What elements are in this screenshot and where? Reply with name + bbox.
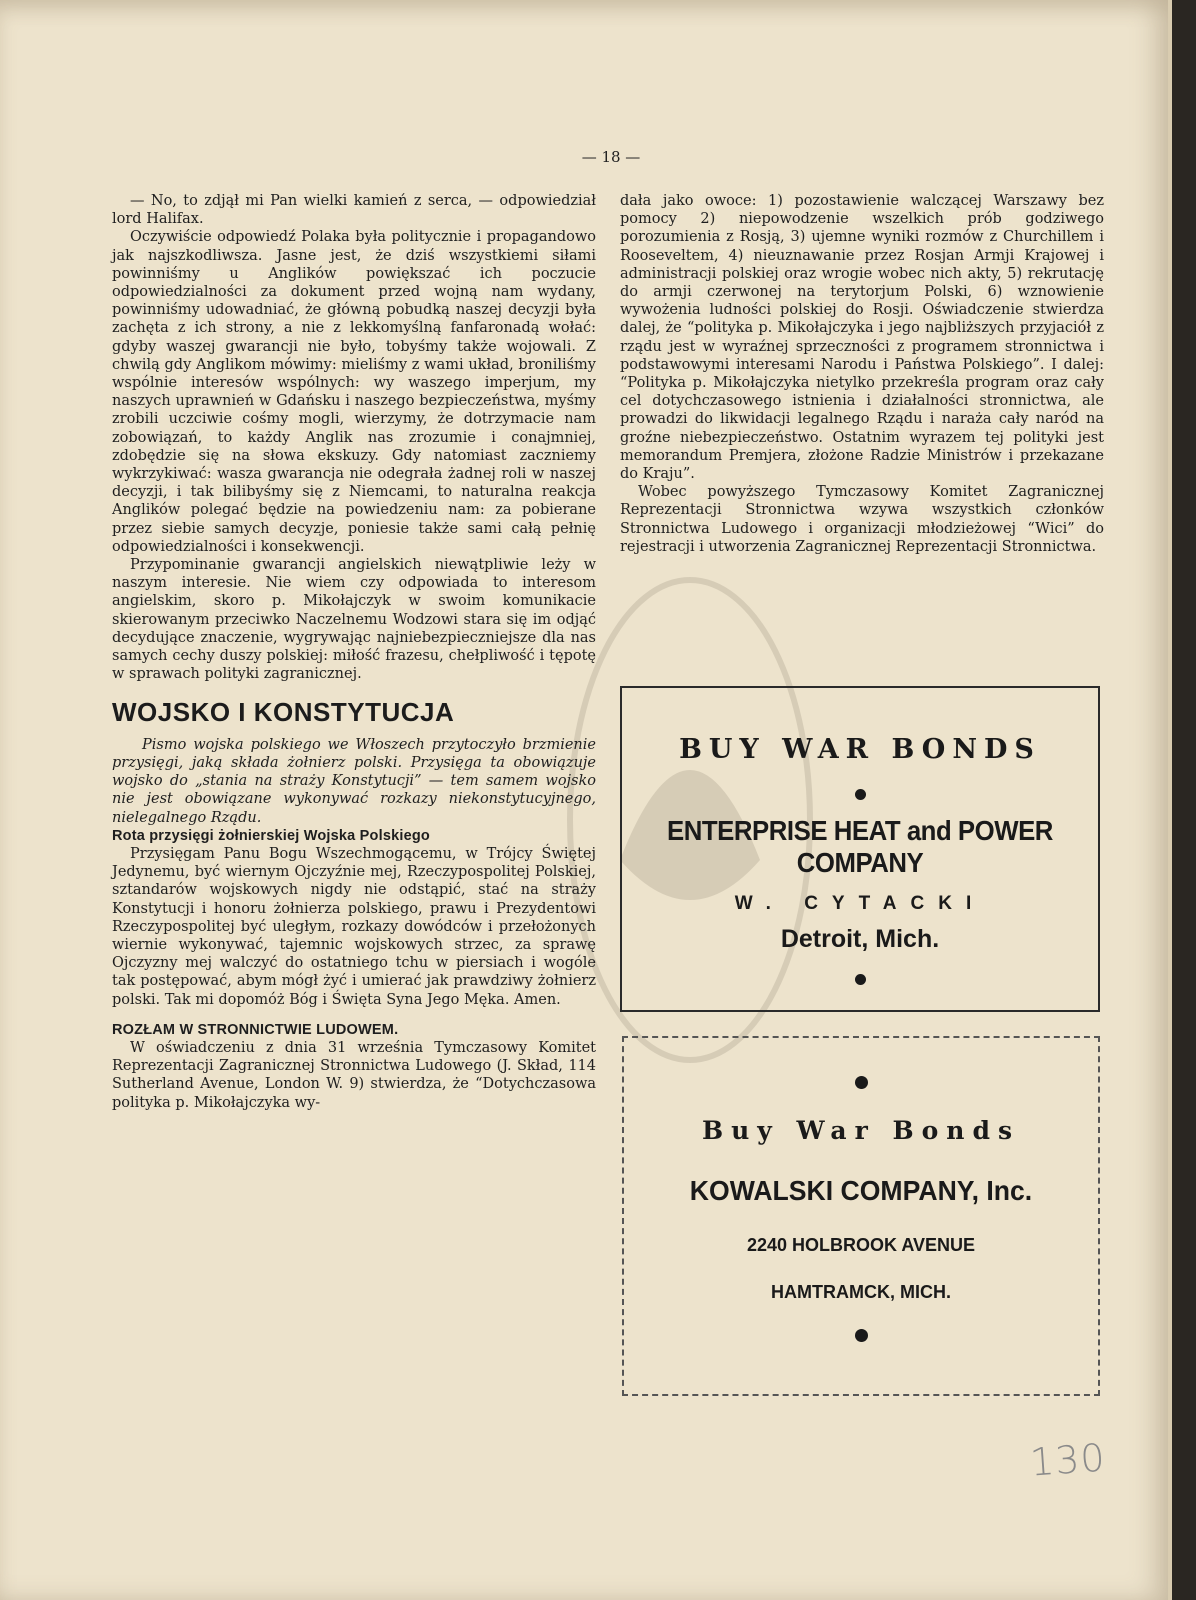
paragraph: dała jako owoce: 1) pozostawienie walczącej Warszawy bez pomocy 2) niepowodzenie wszelkich prób godziwego porozumienia z Rosją, 3) ujemne wyniki rozmów z Churchillem i Rooseveltem, 4) nieuznawanie przez Rosjan Armji Krajowej i administracji polskiej oraz wrogie wobec nich akty, 5) rekrutację do armji czerwonej na terytorjum Polski, 6) wznowienie wywożenia ludności polskiej do Rosji. Oświadczenie stwierdza dalej, że “polityka p. Mikołajczyka i jego najbliższych przyjaciół z rządu jest w wyraźnej sprzeczności z programem stronnictwa i podstawowymi interesami Narodu i Państwa Polskiego”. I dalej: “Polityka p. Mikołajczyka nietylko przekreśla program oraz cały cel dotychczasowego istnienia i działalności stronnictwa, ale prowadzi do likwidacji legalnego Rządu i naraża cały naród na groźne niebezpieczeństwo. Ostatnim wyrazem tej polityki jest memorandum Premjera, złożone Radzie Ministrów i przekazane do Kraju”. [620,193,1104,483]
paragraph: — No, to zdjął mi Pan wielki kamień z serca, — odpowiedział lord Halifax. [112,193,596,228]
right-column [620,192,1104,556]
left-column [112,192,596,1112]
paragraph: Wobec powyższego Tymczasowy Komitet Zagranicznej Reprezentacji Stronnictwa wzywa wszystkich członków Stronnictwa Ludowego i organizacji młodzieżowej “Wici” do rejestracji i utworzenia Zagranicznej Reprezentacji Stronnictwa. [620,484,1104,555]
split-text: W oświadczeniu z dnia 31 września Tymczasowy Komitet Reprezentacji Zagranicznej Stronnictwa Ludowego (J. Skład, 114 Sutherland Avenue, London W. 9) stwierdza, że “Dotychczasowa polityka p. Mikołajczyka wy- [112,1039,596,1111]
paragraph: Przypominanie gwarancji angielskich niewątpliwie leży w naszym interesie. Nie wiem czy odpowiada to interesom angielskim, skoro p. Mikołajczyk w swoim komunikacie skierowanym przeciwko Naczelnemu Wodzowi stara się im odjąć decydujące znaczenie, wygrywając najniebezpieczniejsze dla nas samych cechy duszy polskiej: miłość frazesu, chełpliwość i tępotę w sprawach polityki zagranicznej. [112,557,596,683]
page-edge-shadow [1172,0,1196,1600]
lead-paragraph: Pismo wojska polskiego we Włoszech przytoczyło brzmienie przysięgi, jaką składa żołnierz polski. Przysięga ta obowiązuje wojsko do „stania na straży Konstytucji” — tem samem wojsko nie jest obowiązane wykonywać rozkazy niekonstytucyjnego, nielegalnego Rządu. [112,736,596,826]
page-number: — 18 — [581,148,641,166]
ad-company-name: KOWALSKI COMPANY, Inc. [689,1175,1033,1206]
oath-text: Przysięgam Panu Bogu Wszechmogącemu, w Trójcy Świętej Jedynemu, być wiernym Ojczyźnie mej, Rzeczypospolitej Polskiej, sztandarów wojskowych nigdy nie odstąpić, stać na straży Konstytucji i honoru żołnierza polskiego, prawu i Prezydentowi Rzeczypospolitej być uległym, rozkazy dowódców i przełożonych wiernie wykonywać, tajemnic wojskowych strzec, za sprawę Ojczyzny mej walczyć do ostatniego tchu w piersiach i wogóle tak postępować, abym mógł żyć i umierać jak prawdziwy żołnierz polski. Tak mi dopomóż Bóg i Święta Syna Jego Męka. Amen. [112,845,596,1008]
ad-city: Detroit, Mich. [780,925,940,953]
bullet-dot-icon [855,974,866,985]
oath-heading: Rota przysięgi żołnierskiej Wojska Polskiego [112,827,430,844]
bullet-dot-icon [855,1076,868,1089]
split-heading: ROZŁAM W STRONNICTWIE LUDOWEM. [112,1021,399,1038]
handwritten-page-note: 130 [1028,1435,1107,1485]
ad-city: HAMTRAMCK, MICH. [771,1282,951,1302]
ad-slogan: Buy War Bonds [701,1116,1021,1145]
section-heading: WOJSKO I KONSTYTUCJA [112,697,455,728]
paragraph: Oczywiście odpowiedź Polaka była politycznie i propagandowo jak najszkodliwsza. Jasne jest, że dziś wszystkiemi siłami powinniśmy u Anglików powiększać ich poczucie odpowiedzialności za dokument przed wojną nam wydany, powinniśmy udowadniać, że główną pobudką naszej decyzji była zachęta z ich strony, a nie z lekkomyślną fanfaronadą wołać: gdyby waszej gwarancji nie było, tobyśmy także wojowali. Z chwilą gdy Anglikom mówimy: mieliśmy z wami układ, broniliśmy wspólnie interesów wspólnych: wy waszego imperjum, my naszych uprawnień w Gdańsku i naszego bezpieczeństwa, myśmy zrobili uczciwie cośmy mogli, wierzymy, że dotrzymacie nam zobowiązań, to każdy Anglik nas zrozumie i conajmniej, zdobędzie się na słowa ekskuzy. Gdy natomiast zaczniemy wykrzykiwać: wasza gwarancja nie odegrała żadnej roli w naszej decyzji, i tak bilibyśmy się z Niemcami, to naturalna reakcja Anglików polegać będzie na powiedzeniu nam: za pobierane przez siebie samych decyzje, poniesie także sami całą pełnię odpowiedzialności i konsekwencji. [112,229,596,555]
bullet-dot-icon [855,789,866,800]
bullet-dot-icon [855,1329,868,1342]
ad-address: 2240 HOLBROOK AVENUE [746,1235,976,1255]
ad-enterprise-heat [620,686,1100,1012]
ad-owner-name: W. CYTACKI [734,893,986,914]
ad-kowalski [622,1036,1100,1396]
ad-slogan: BUY WAR BONDS [679,734,1041,765]
ad-company-name: ENTERPRISE HEAT and POWER COMPANY [667,815,1053,878]
